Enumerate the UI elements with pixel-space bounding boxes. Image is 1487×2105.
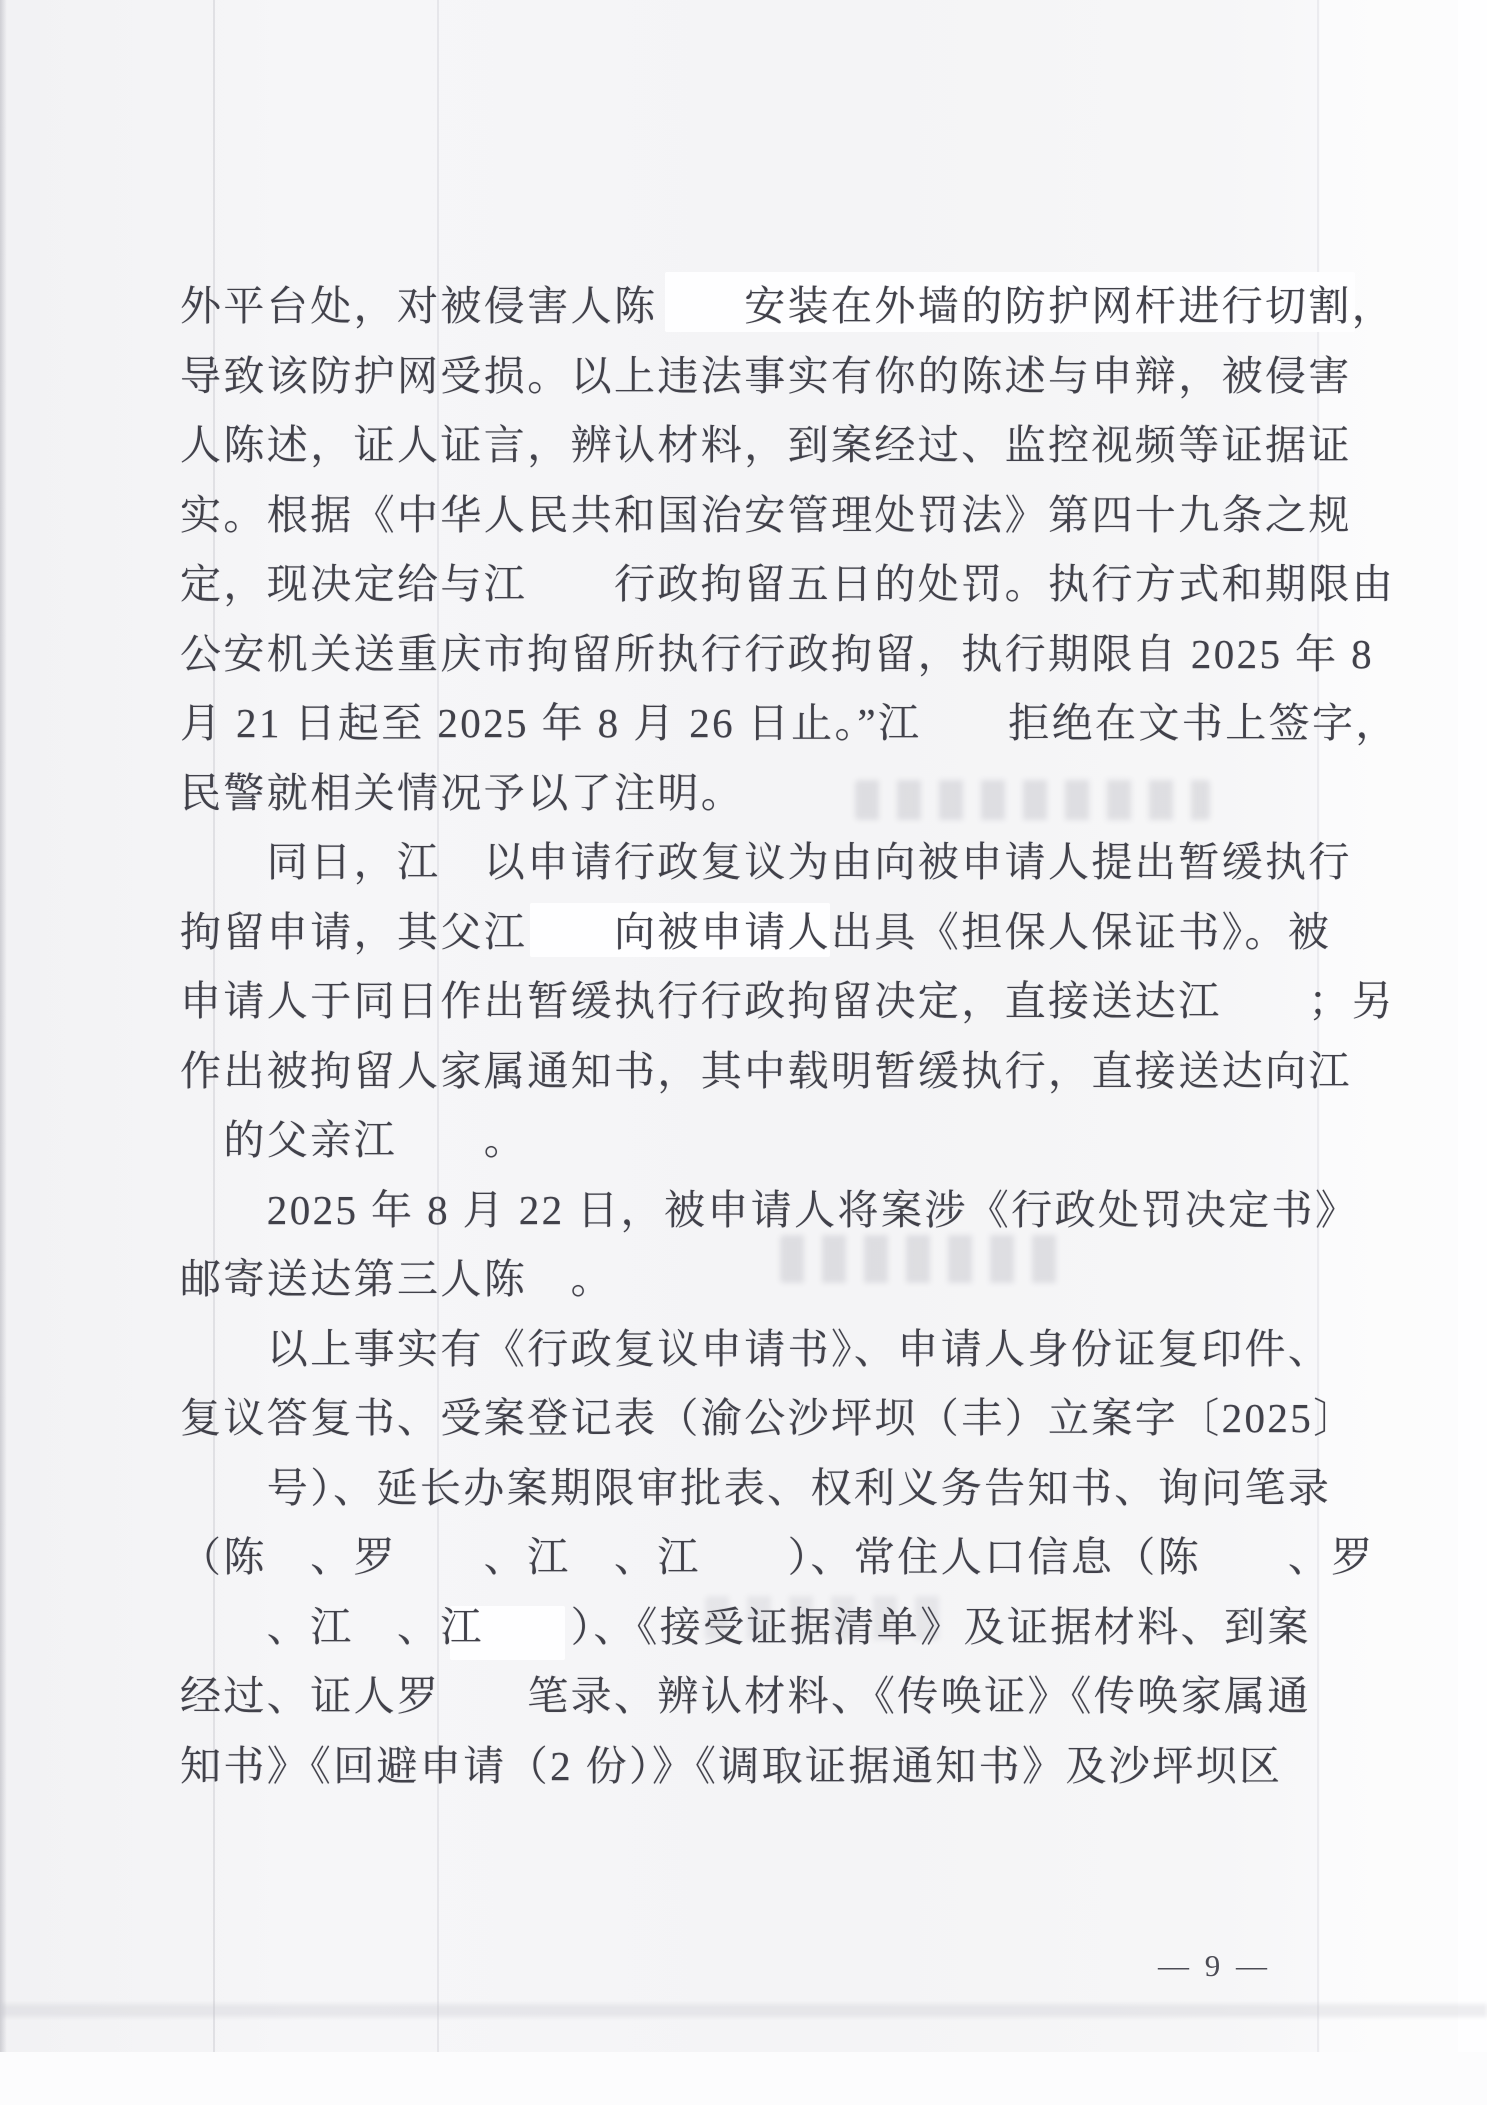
text-line: 拘留申请，其父江 向被申请人出具《担保人保证书》。被 <box>180 908 1332 955</box>
text-line: 复议答复书、受案登记表（渝公沙坪坝（丰）立案字〔2025〕 <box>180 1395 1357 1441</box>
text-line: 公安机关送重庆市拘留所执行行政拘留，执行期限自 2025 年 8 <box>180 630 1375 677</box>
scan-crease <box>0 2004 1487 2017</box>
page-number: — 9 — <box>1158 1948 1271 1983</box>
text-line: 申请人于同日作出暂缓执行行政拘留决定，直接送达江 ；另 <box>180 978 1396 1024</box>
text-line: 导致该防护网受损。以上违法事实有你的陈述与申辩，被侵害 <box>180 352 1352 399</box>
text-line: 2025 年 8 月 22 日，被申请人将案涉《行政处罚决定书》 <box>180 1186 1359 1233</box>
text-line: 月 21 日起至 2025 年 8 月 26 日止。”江 拒绝在文书上签字， <box>180 700 1399 746</box>
scan-light-band <box>1458 0 1487 2105</box>
text-line: 、江 、江 ）、《接受证据清单》及证据材料、到案 <box>180 1603 1311 1650</box>
text-line: （陈 、罗 、江 、江 ）、常住人口信息（陈 、罗 <box>180 1534 1375 1580</box>
text-line: 定，现决定给与江 行政拘留五日的处罚。执行方式和期限由 <box>180 561 1396 607</box>
scan-bottom-edge <box>0 2052 1487 2105</box>
text-line: 经过、证人罗 笔录、辨认材料、《传唤证》《传唤家属通 <box>180 1673 1311 1719</box>
text-line: 人陈述，证人证言，辨认材料，到案经过、监控视频等证据证 <box>180 422 1352 468</box>
document-body <box>180 272 1400 1801</box>
text-line: 作出被拘留人家属通知书，其中载明暂缓执行，直接送达向江 <box>180 1047 1352 1094</box>
text-line: 民警就相关情况予以了注明。 <box>180 769 745 816</box>
text-line: 外平台处，对被侵害人陈 安装在外墙的防护网杆进行切割， <box>180 283 1396 329</box>
scan-left-edge-shadow <box>0 0 7 2105</box>
text-line: 同日，江 以申请行政复议为由向被申请人提出暂缓执行 <box>180 839 1352 885</box>
text-line: 号）、延长办案期限审批表、权利义务告知书、询问笔录 <box>180 1464 1332 1511</box>
text-line: 邮寄送达第三人陈 。 <box>180 1256 614 1302</box>
text-line: 实。根据《中华人民共和国治安管理处罚法》第四十九条之规 <box>180 491 1352 538</box>
text-line: 知书》《回避申请（2 份）》《调取证据通知书》及沙坪坝区 <box>180 1742 1283 1789</box>
text-line: 的父亲江 。 <box>180 1117 528 1163</box>
text-line: 以上事实有《行政复议申请书》、申请人身份证复印件、 <box>180 1325 1332 1372</box>
